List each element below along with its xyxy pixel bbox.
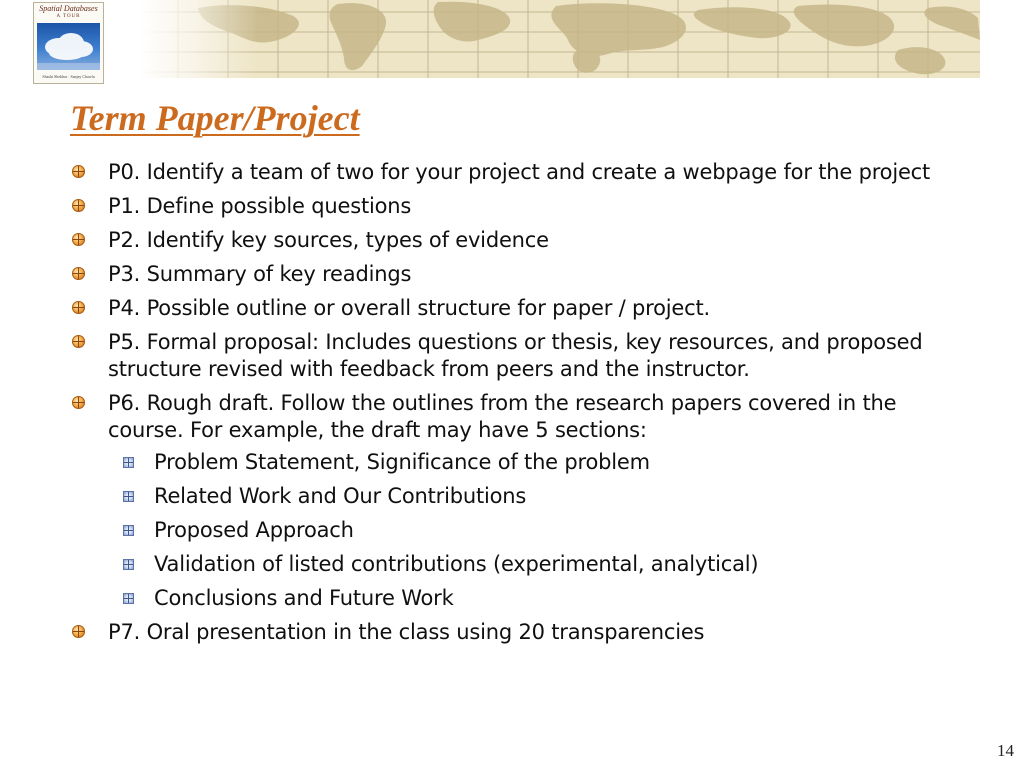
bullet-globe-icon: [72, 233, 85, 246]
list-item-p6: [70, 390, 950, 612]
world-map-banner: [138, 0, 980, 78]
bullet-globe-icon: [72, 165, 85, 178]
sub-list-item: [108, 449, 950, 476]
sub-list-item: [108, 551, 950, 578]
list-item-p1: [70, 193, 950, 220]
bullet-list: [70, 159, 950, 653]
bullet-globe-icon: [72, 335, 85, 348]
sub-bullet-square-icon: [123, 491, 134, 502]
list-item-p2: [70, 227, 950, 254]
sub-bullet-text: Validation of listed contributions (experimental, analytical): [154, 552, 759, 576]
list-item-p5: [70, 329, 950, 383]
list-item-p3: [70, 261, 950, 288]
sub-bullet-text: Related Work and Our Contributions: [154, 484, 527, 508]
bullet-text: P7. Oral presentation in the class using 20 transparencies: [108, 620, 705, 644]
bullet-text: P6. Rough draft. Follow the outlines from the research papers covered in the course. For example, the draft may have 5 sections:: [108, 391, 897, 442]
world-map-icon: [138, 0, 980, 78]
bullet-text: P4. Possible outline or overall structure for paper / project.: [108, 296, 710, 320]
sub-bullet-square-icon: [123, 457, 134, 468]
page-number: 14: [997, 741, 1014, 760]
list-item-p7: [70, 619, 950, 646]
bullet-globe-icon: [72, 396, 85, 409]
bullet-text: P2. Identify key sources, types of evidence: [108, 228, 549, 252]
sub-bullet-text: Proposed Approach: [154, 518, 354, 542]
sub-list-item: [108, 483, 950, 510]
list-item-p4: [70, 295, 950, 322]
bullet-globe-icon: [72, 267, 85, 280]
bullet-globe-icon: [72, 301, 85, 314]
list-item-p0: [70, 159, 950, 186]
sub-bullet-text: Problem Statement, Significance of the problem: [154, 450, 650, 474]
bullet-globe-icon: [72, 199, 85, 212]
sub-bullet-square-icon: [123, 559, 134, 570]
book-cover-logo: [33, 2, 104, 84]
bullet-globe-icon: [72, 625, 85, 638]
bullet-text: P5. Formal proposal: Includes questions or thesis, key resources, and proposed structure revised with feedback from peers and the instructor.: [108, 330, 923, 381]
book-subtitle: A TOUR: [56, 14, 81, 19]
book-authors: Shashi Shekhar · Sanjay Chawla: [42, 74, 95, 79]
cloud-sky-image: [37, 23, 100, 70]
bullet-text: P3. Summary of key readings: [108, 262, 412, 286]
sub-list-item: [108, 517, 950, 544]
bullet-text: P1. Define possible questions: [108, 194, 412, 218]
book-title: Spatial Databases: [39, 4, 98, 13]
sub-bullet-square-icon: [123, 525, 134, 536]
sub-list-item: [108, 585, 950, 612]
sub-bullet-list: [108, 449, 950, 612]
sub-bullet-text: Conclusions and Future Work: [154, 586, 454, 610]
sub-bullet-square-icon: [123, 593, 134, 604]
slide-title: Term Paper/Project: [70, 98, 360, 138]
bullet-text: P0. Identify a team of two for your project and create a webpage for the project: [108, 160, 931, 184]
